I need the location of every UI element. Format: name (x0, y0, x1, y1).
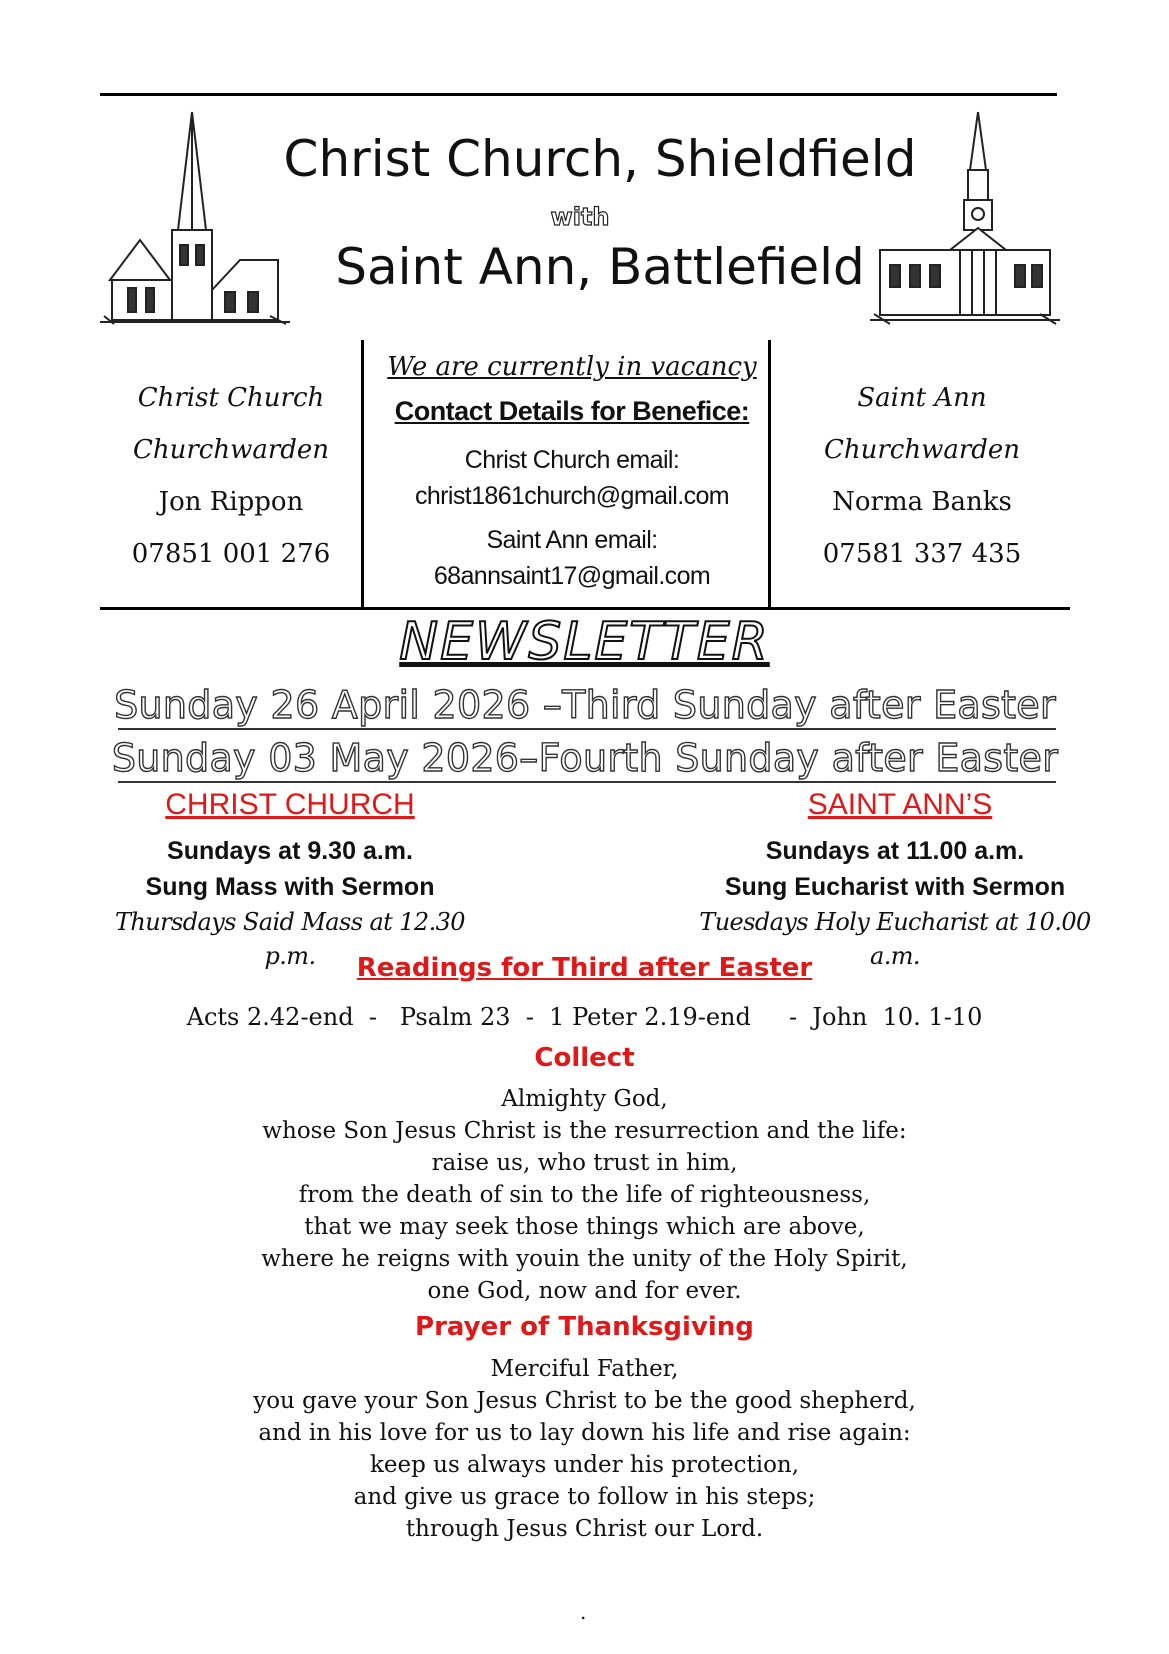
prayer-line: raise us, who trust in him, (431, 1150, 738, 1176)
vacancy-note: We are currently in vacancy (387, 352, 757, 382)
prayer-line: keep us always under his protection, (369, 1452, 800, 1478)
contact-heading: Contact Details for Benefice: (394, 396, 750, 426)
footer-mark: . (580, 1600, 587, 1624)
saint-ann-heading: SAINT ANN’S (807, 788, 993, 821)
collect-heading: Collect (534, 1043, 635, 1073)
thanksgiving-text (0, 1353, 1169, 1545)
saint-ann-services (680, 833, 1110, 970)
cc-email: christ1861church@gmail.com (414, 482, 730, 510)
divider-left (361, 340, 364, 608)
readings-text: Acts 2.42-end - Psalm 23 - 1 Peter 2.19-end - John 10. 1-10 (186, 1003, 983, 1031)
prayer-line: through Jesus Christ our Lord. (405, 1516, 764, 1542)
thanksgiving-heading: Prayer of Thanksgiving (415, 1312, 754, 1342)
prayer-line: you gave your Son Jesus Christ to be the good shepherd, (253, 1388, 916, 1414)
top-rule (100, 93, 1057, 96)
service-time: Sundays at 9.30 a.m. (167, 837, 413, 865)
christ-church-contact (101, 372, 361, 580)
title-line-2: Saint Ann, Battlefield (335, 238, 865, 296)
title-line-1: Christ Church, Shieldfield (283, 130, 917, 188)
service-time: Sundays at 11.00 a.m. (765, 837, 1025, 865)
prayer-line: where he reigns with youin the unity of the Holy Spirit, (261, 1246, 908, 1272)
header-bottom-rule (100, 607, 1070, 610)
prayer-line: and in his love for us to lay down his life and rise again: (258, 1420, 911, 1446)
christ-church-services (95, 833, 485, 970)
contact-phone: 07581 337 435 (822, 539, 1022, 569)
date-line-1-underline (118, 728, 1056, 730)
prayer-line: Merciful Father, (490, 1356, 679, 1382)
prayer-line: Almighty God, (501, 1086, 668, 1112)
contact-name: Jon Rippon (158, 487, 304, 517)
prayer-line: from the death of sin to the life of righteousness, (298, 1182, 871, 1208)
saint-ann-contact (792, 372, 1052, 580)
prayer-line: whose Son Jesus Christ is the resurrection and the life: (262, 1118, 907, 1144)
prayer-line: that we may seek those things which are above, (304, 1214, 865, 1240)
collect-text (0, 1083, 1169, 1307)
contact-name: Norma Banks (832, 487, 1012, 517)
contact-phone: 07851 001 276 (131, 539, 331, 569)
prayer-line: one God, now and for ever. (427, 1278, 742, 1304)
sa-email: 68annsaint17@gmail.com (433, 562, 711, 590)
date-line-2: Sunday 03 May 2026–Fourth Sunday after Easter (111, 736, 1059, 780)
sa-email-label: Saint Ann email: (486, 526, 658, 554)
weekday-service: Tuesdays Holy Eucharist at 10.00 a.m. (699, 908, 1091, 970)
newsletter-title: NEWSLETTER (399, 612, 770, 672)
benefice-contact (372, 348, 772, 594)
weekday-service: Thursdays Said Mass at 12.30 p.m. (115, 908, 465, 970)
readings-heading: Readings for Third after Easter (356, 953, 813, 983)
service-type: Sung Eucharist with Sermon (724, 873, 1066, 901)
contact-church: Saint Ann (857, 383, 987, 413)
contact-church: Christ Church (137, 383, 325, 413)
contact-role: Churchwarden (132, 435, 330, 465)
prayer-line: and give us grace to follow in his steps; (353, 1484, 816, 1510)
contact-role: Churchwarden (823, 435, 1021, 465)
christ-church-heading: CHRIST CHURCH (165, 788, 415, 821)
title-with: with (550, 203, 610, 231)
date-line-2-underline (118, 781, 1056, 783)
service-type: Sung Mass with Sermon (145, 873, 435, 901)
date-line-1: Sunday 26 April 2026 –Third Sunday after Easter (114, 683, 1056, 727)
cc-email-label: Christ Church email: (464, 446, 680, 474)
